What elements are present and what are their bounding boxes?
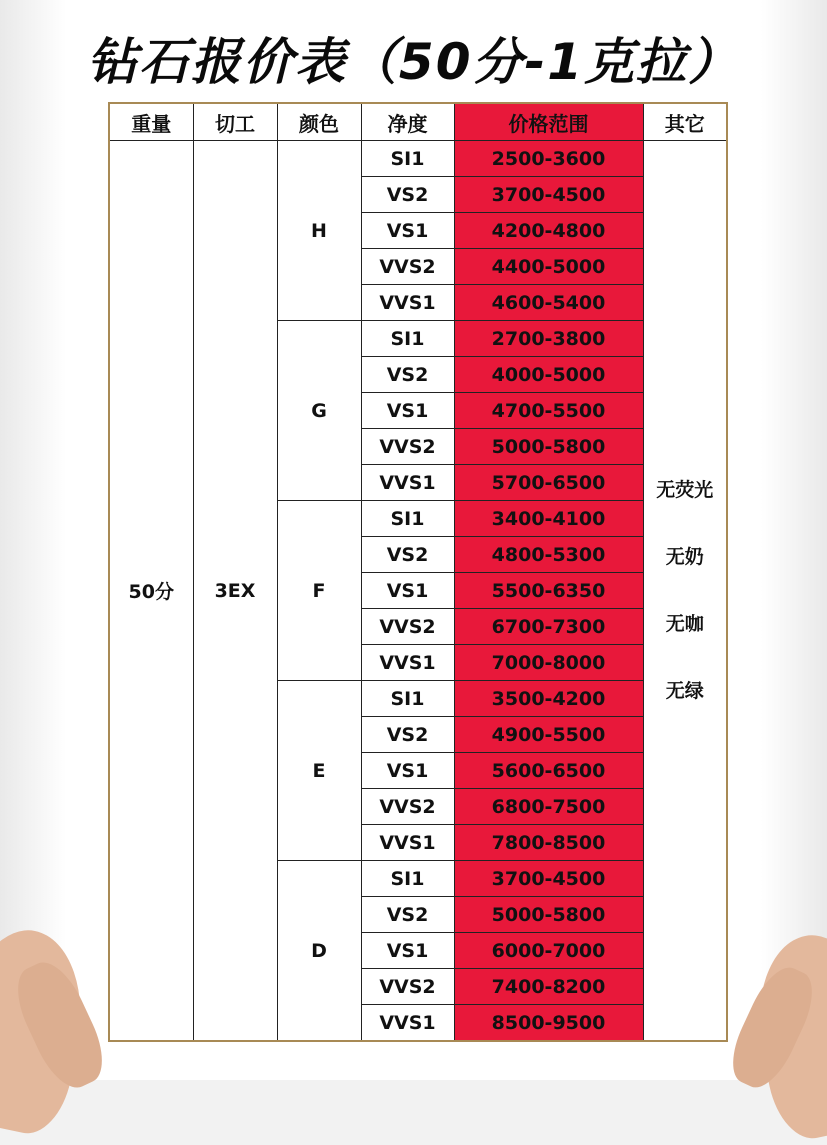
cut-cell: 3EX <box>193 141 277 1042</box>
clarity-cell: VVS2 <box>361 609 454 645</box>
price-cell: 5700-6500 <box>454 465 643 501</box>
clarity-cell: SI1 <box>361 861 454 897</box>
header-cut: 切工 <box>193 103 277 141</box>
header-price: 价格范围 <box>454 103 643 141</box>
clarity-cell: VVS1 <box>361 645 454 681</box>
other-note: 无奶 <box>665 545 704 568</box>
clarity-cell: VS1 <box>361 933 454 969</box>
price-cell: 7000-8000 <box>454 645 643 681</box>
clarity-cell: VS1 <box>361 393 454 429</box>
clarity-cell: SI1 <box>361 141 454 177</box>
header-weight: 重量 <box>109 103 193 141</box>
color-cell: H <box>277 141 361 321</box>
clarity-cell: SI1 <box>361 501 454 537</box>
price-cell: 5600-6500 <box>454 753 643 789</box>
clarity-cell: VVS2 <box>361 789 454 825</box>
color-cell: D <box>277 861 361 1042</box>
price-cell: 4200-4800 <box>454 213 643 249</box>
clarity-cell: VS1 <box>361 753 454 789</box>
price-cell: 3400-4100 <box>454 501 643 537</box>
color-cell: E <box>277 681 361 861</box>
price-cell: 3700-4500 <box>454 177 643 213</box>
clarity-cell: VVS2 <box>361 969 454 1005</box>
weight-cell: 50分 <box>109 141 193 1042</box>
price-cell: 2700-3800 <box>454 321 643 357</box>
price-cell: 7800-8500 <box>454 825 643 861</box>
clarity-cell: SI1 <box>361 321 454 357</box>
color-cell: G <box>277 321 361 501</box>
price-cell: 4700-5500 <box>454 393 643 429</box>
other-note: 无绿 <box>665 679 704 702</box>
table-row <box>109 141 727 177</box>
price-cell: 4600-5400 <box>454 285 643 321</box>
clarity-cell: SI1 <box>361 681 454 717</box>
price-cell: 5000-5800 <box>454 429 643 465</box>
clarity-cell: VVS1 <box>361 1005 454 1042</box>
price-cell: 4900-5500 <box>454 717 643 753</box>
price-cell: 4400-5000 <box>454 249 643 285</box>
clarity-cell: VS2 <box>361 537 454 573</box>
price-cell: 4000-5000 <box>454 357 643 393</box>
other-note: 无咖 <box>665 612 704 635</box>
price-cell: 7400-8200 <box>454 969 643 1005</box>
header-row <box>109 103 727 141</box>
color-cell: F <box>277 501 361 681</box>
price-cell: 2500-3600 <box>454 141 643 177</box>
price-cell: 6000-7000 <box>454 933 643 969</box>
price-cell: 4800-5300 <box>454 537 643 573</box>
price-cell: 3500-4200 <box>454 681 643 717</box>
clarity-cell: VVS1 <box>361 285 454 321</box>
header-color: 颜色 <box>277 103 361 141</box>
price-cell: 5500-6350 <box>454 573 643 609</box>
clarity-cell: VVS1 <box>361 825 454 861</box>
price-table <box>108 102 728 1042</box>
clarity-cell: VS1 <box>361 573 454 609</box>
price-cell: 5000-5800 <box>454 897 643 933</box>
clarity-cell: VVS2 <box>361 429 454 465</box>
clarity-cell: VS1 <box>361 213 454 249</box>
price-cell: 3700-4500 <box>454 861 643 897</box>
page-title: 钻石报价表（50分-1克拉） <box>86 33 741 91</box>
clarity-cell: VS2 <box>361 177 454 213</box>
header-other: 其它 <box>643 103 727 141</box>
clarity-cell: VS2 <box>361 717 454 753</box>
clarity-cell: VVS2 <box>361 249 454 285</box>
price-cell: 8500-9500 <box>454 1005 643 1042</box>
price-cell: 6800-7500 <box>454 789 643 825</box>
clarity-cell: VS2 <box>361 897 454 933</box>
other-cell <box>643 141 727 1042</box>
price-cell: 6700-7300 <box>454 609 643 645</box>
other-note: 无荧光 <box>656 478 714 501</box>
clarity-cell: VVS1 <box>361 465 454 501</box>
clarity-cell: VS2 <box>361 357 454 393</box>
header-clarity: 净度 <box>361 103 454 141</box>
